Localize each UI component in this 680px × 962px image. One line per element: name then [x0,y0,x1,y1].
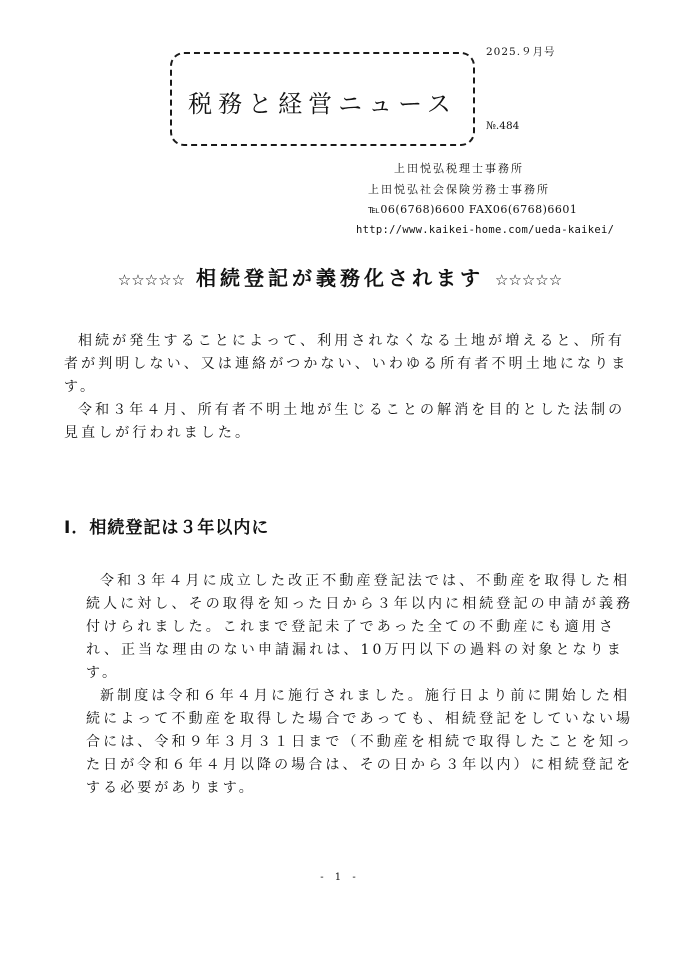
issue-number: №.484 [486,120,520,132]
headline-text: 相続登記が義務化されます [196,266,484,290]
office-name-tax: 上田悦弘税理士事務所 [394,162,524,175]
star-decoration-left: ☆☆☆☆☆ [117,271,186,289]
newsletter-title: 税務と経営ニュース [188,90,457,118]
office-url: http://www.kaikei-home.com/ueda-kaikei/ [356,224,615,236]
article-headline [0,262,680,291]
office-phone-fax: ℡06(6768)6600 FAX06(6768)6601 [368,203,578,216]
issue-date: 2025.９月号 [486,46,556,58]
section-1-body [86,570,638,800]
intro-section [64,330,636,445]
intro-paragraph-2: 令和３年４月、所有者不明土地が生じることの解消を目的とした法制の見直しが行われました。 [64,402,626,441]
office-name-labor: 上田悦弘社会保険労務士事務所 [368,183,550,196]
section-1-paragraph-1: 令和３年４月に成立した改正不動産登記法では、不動産を取得した相続人に対し、その取得を知った日から３年以内に相続登記の申請が義務付けられました。これまで登記未了であった全ての不動産にも適用され、正当な理由のない申請漏れは、10万円以下の過料の対象となります。 [86,573,634,681]
page-number: - 1 - [320,872,360,883]
section-heading-1: Ⅰ．相続登記は３年以内に [64,518,270,538]
masthead-box [170,52,475,146]
section-1-paragraph-2: 新制度は令和６年４月に施行されました。施行日より前に開始した相続によって不動産を取得した場合であっても、相続登記をしていない場合には、令和９年３月３１日まで（不動産を相続で取得したことを知った日が令和６年４月以降の場合は、その日から３年以内）に相続登記をする必要があります。 [86,688,634,796]
star-decoration-right: ☆☆☆☆☆ [494,271,563,289]
intro-paragraph-1: 相続が発生することによって、利用されなくなる土地が増えると、所有者が判明しない、又は連絡がつかない、いわゆる所有者不明土地になります。 [64,333,629,395]
